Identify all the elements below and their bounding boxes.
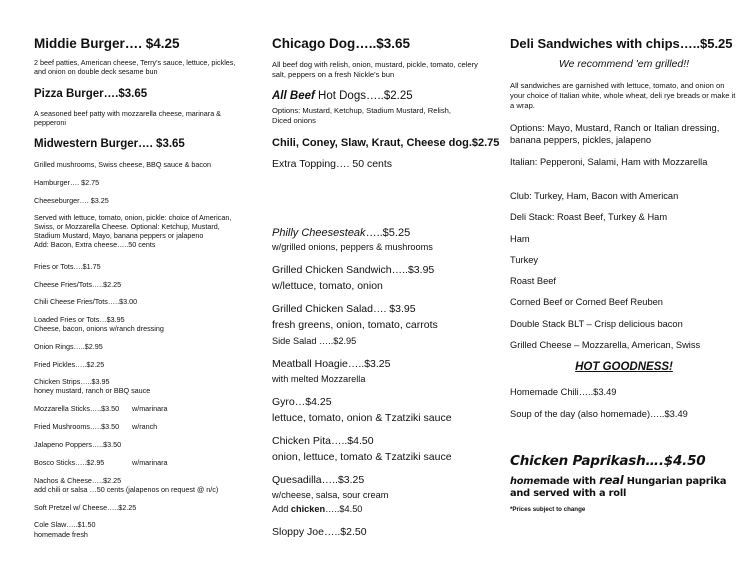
philly-desc: w/grilled onions, peppers & mushrooms: [272, 242, 433, 252]
chicago-dog-desc: All beef dog with relish, onion, mustard, pickle, tomato, celery salt, peppers on a fresh Nickle's bun: [272, 60, 478, 79]
quesadilla-desc: w/cheese, salsa, sour cream: [272, 490, 389, 500]
bosco-sticks-side: w/marinara: [132, 458, 168, 467]
philly-price: …..$5.25: [365, 227, 411, 239]
grilled-chicken-salad-desc: fresh greens, onion, tomato, carrots: [272, 319, 438, 331]
soup-of-the-day: Soup of the day (also homemade)…..$3.49: [510, 409, 688, 419]
garnish-note: All sandwiches are garnished with lettuce, tomato, and onion on your choice of Italian white, whole wheat, deli rye breads or make it a wrap.: [510, 81, 736, 110]
chicken-strips-desc: honey mustard, ranch or BBQ sauce: [34, 386, 151, 395]
soft-pretzel-item: Soft Pretzel w/ Cheese…..$2.25: [34, 503, 137, 512]
club-sandwich: Club: Turkey, Ham, Bacon with American: [510, 191, 679, 201]
chicken-pita-desc: onion, lettuce, tomato & Tzatziki sauce: [272, 451, 452, 463]
cole-slaw-item: Cole Slaw…..$1.50: [34, 520, 96, 529]
midwestern-burger-title: Midwestern Burger…. $3.65: [34, 138, 185, 150]
cheese-fries-item: Cheese Fries/Tots…..$2.25: [34, 280, 122, 289]
fried-pickles-item: Fried Pickles…..$2.25: [34, 360, 105, 369]
paprikash-real: real: [599, 473, 624, 487]
fried-mushrooms-item: Fried Mushrooms…..$3.50: [34, 422, 120, 431]
loaded-fries-item: Loaded Fries or Tots…$3.95: [34, 315, 125, 324]
served-note-line-2: Swiss, or Mozzarella Cheese. Optional: Ketchup, Mustard,: [34, 222, 220, 231]
add-chicken-line: [272, 504, 487, 516]
burgers-sides-column: [34, 0, 240, 580]
middie-burger-title: Middie Burger…. $4.25: [34, 36, 180, 51]
nachos-desc: add chili or salsa …50 cents (jalapenos on request @ n/c): [34, 485, 219, 494]
fried-mushrooms-side: w/ranch: [132, 422, 158, 431]
recommend-grilled: We recommend 'em grilled!!: [558, 58, 690, 70]
roast-beef-sandwich: Roast Beef: [510, 276, 556, 286]
loaded-fries-desc: Cheese, bacon, onions w/ranch dressing: [34, 324, 164, 333]
pizza-burger-title: Pizza Burger….$3.65: [34, 88, 148, 100]
homemade-chili: Homemade Chili…..$3.49: [510, 387, 617, 397]
served-note-line-1: Served with lettuce, tomato, onion, pickle: choice of American,: [34, 213, 232, 222]
paprikash-rest: Hungarian paprika and served with a roll: [510, 476, 727, 499]
grilled-chicken-salad: Grilled Chicken Salad…. $3.95: [272, 303, 416, 315]
paprikash-made-with: made with: [539, 476, 600, 487]
pizza-burger-desc: A seasoned beef patty with mozzarella cheese, marinara & pepperoni: [34, 109, 221, 127]
hot-goodness-heading: HOT GOODNESS!: [575, 361, 673, 373]
chili-coney-dogs: Chili, Coney, Slaw, Kraut, Cheese dog.$2.75: [272, 137, 500, 149]
cole-slaw-desc: homemade fresh: [34, 530, 88, 539]
grilled-cheese: Grilled Cheese – Mozzarella, American, Swiss: [510, 340, 701, 350]
side-salad: Side Salad …..$2.95: [272, 336, 357, 346]
served-note-line-3: Stadium Mustard, Mayo, banana peppers or jalapeno: [34, 231, 204, 240]
bosco-sticks-item: Bosco Sticks…..$2.95: [34, 458, 105, 467]
midwestern-burger-desc: Grilled mushrooms, Swiss cheese, BBQ sauce & bacon: [34, 160, 211, 169]
meatball-hoagie: Meatball Hoagie…..$3.25: [272, 358, 391, 370]
fries-item: Fries or Tots….$1.75: [34, 262, 101, 271]
paprikash-home: home: [510, 476, 540, 487]
grilled-chicken-sandwich-desc: w/lettuce, tomato, onion: [272, 280, 383, 292]
onion-rings-item: Onion Rings…..$2.95: [34, 342, 103, 351]
jalapeno-poppers-item: Jalapeno Poppers…..$3.50: [34, 440, 122, 449]
grilled-chicken-sandwich: Grilled Chicken Sandwich…..$3.95: [272, 264, 435, 276]
all-beef-options-line-1: Options: Mustard, Ketchup, Stadium Mustard, Relish,: [272, 106, 451, 115]
double-stack-blt: Double Stack BLT – Crisp delicious bacon: [510, 319, 683, 329]
middie-burger-desc: 2 beef patties, American cheese, Terry's sauce, lettuce, pickles, and onion on double deck sesame bun: [34, 58, 236, 76]
sandwich-options: Options: Mayo, Mustard, Ranch or Italian dressing, banana peppers, pickles, jalapeno: [510, 123, 720, 145]
hotdogs-sandwiches-column: [272, 0, 500, 580]
mozzarella-sticks-side: w/marinara: [132, 404, 168, 413]
deli-sandwiches-title: Deli Sandwiches with chips…..$5.25: [510, 36, 733, 51]
nachos-item: Nachos & Cheese…..$2.25: [34, 476, 122, 485]
all-beef-price: Hot Dogs…..$2.25: [314, 90, 413, 102]
hamburger-item: Hamburger…. $2.75: [34, 178, 100, 187]
add-chicken-bold: chicken: [290, 504, 326, 514]
philly-title: [272, 227, 487, 240]
add-chicken-prefix: Add: [272, 504, 291, 514]
extra-topping: Extra Topping…. 50 cents: [272, 158, 393, 170]
prices-subject-note: *Prices subject to change: [510, 506, 586, 513]
all-beef-options-line-2: Diced onions: [272, 116, 316, 125]
all-beef-hot-dogs-title: [272, 89, 487, 103]
gyro-item: Gyro…$4.25: [272, 396, 332, 408]
all-beef-emphasis: All Beef: [272, 90, 315, 102]
italian-sandwich: Italian: Pepperoni, Salami, Ham with Mozzarella: [510, 157, 708, 167]
chili-cheese-fries-item: Chili Cheese Fries/Tots…..$3.00: [34, 297, 138, 306]
corned-beef-sandwich: Corned Beef or Corned Beef Reuben: [510, 297, 663, 307]
sloppy-joe-item: Sloppy Joe…..$2.50: [272, 526, 367, 538]
ham-sandwich: Ham: [510, 234, 530, 244]
chicago-dog-title: Chicago Dog…..$3.65: [272, 36, 411, 51]
add-chicken-price: …..$4.50: [325, 504, 363, 514]
turkey-sandwich: Turkey: [510, 255, 539, 265]
mozzarella-sticks-item: Mozzarella Sticks…..$3.50: [34, 404, 120, 413]
quesadilla-item: Quesadilla…..$3.25: [272, 474, 365, 486]
meatball-hoagie-desc: with melted Mozzarella: [272, 374, 366, 384]
served-note-line-4: Add: Bacon, Extra cheese…..50 cents: [34, 240, 156, 249]
chicken-pita-item: Chicken Pita…..$4.50: [272, 435, 374, 447]
deli-column: [510, 0, 738, 580]
chicken-paprikash-title: Chicken Paprikash….$4.50: [510, 453, 706, 469]
philly-emphasis: Philly Cheesesteak: [272, 227, 366, 239]
deli-stack-sandwich: Deli Stack: Roast Beef, Turkey & Ham: [510, 212, 668, 222]
chicken-paprikash-desc: [510, 474, 738, 500]
cheeseburger-item: Cheeseburger…. $3.25: [34, 196, 109, 205]
gyro-desc: lettuce, tomato, onion & Tzatziki sauce: [272, 412, 452, 424]
chicken-strips-item: Chicken Strips…..$3.95: [34, 377, 110, 386]
